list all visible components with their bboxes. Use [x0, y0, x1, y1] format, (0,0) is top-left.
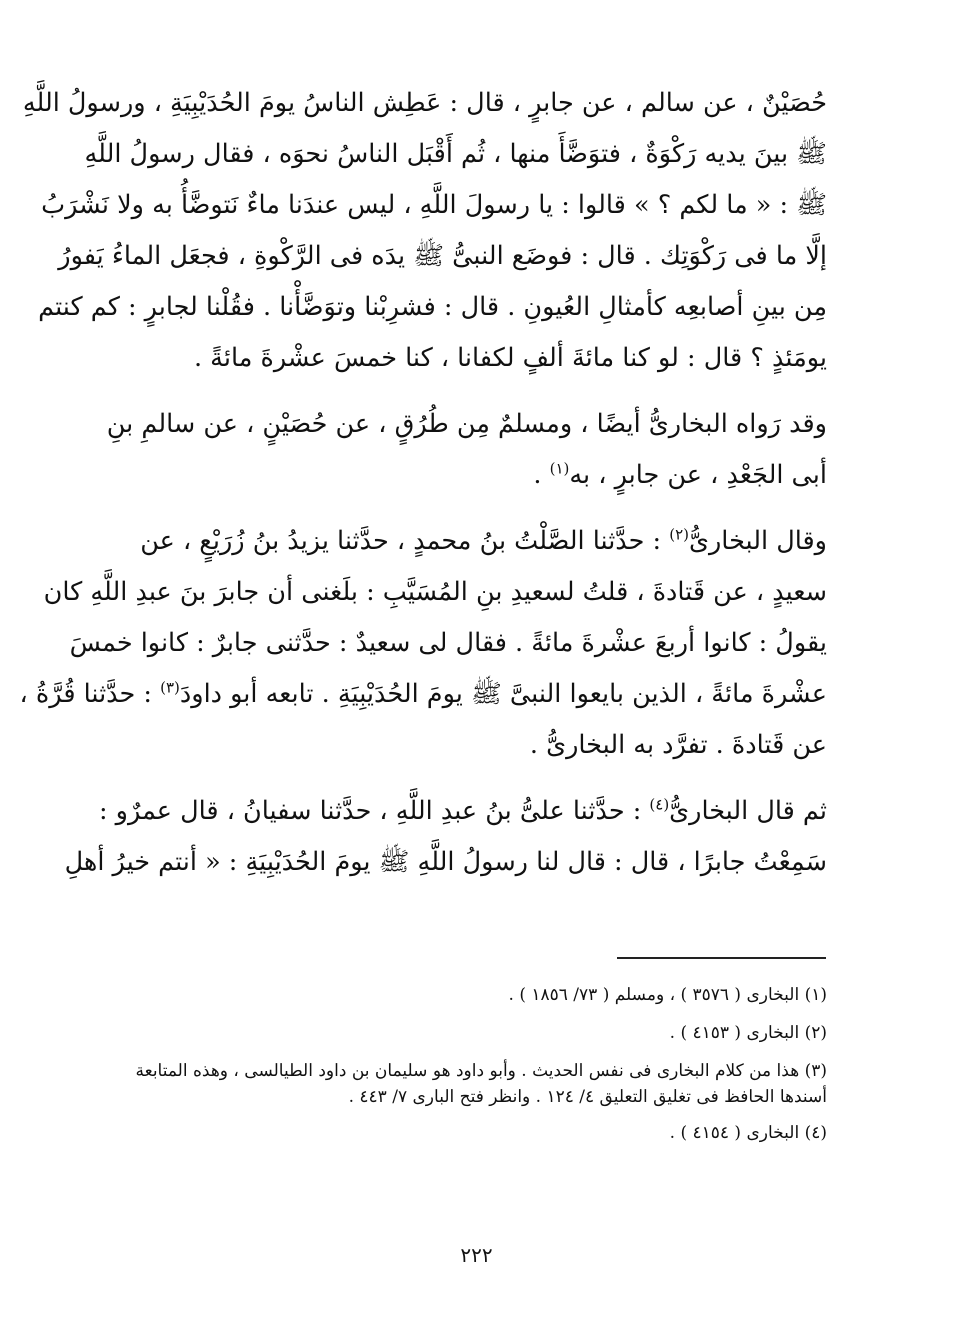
footnote-ref: (٢) [669, 525, 690, 544]
main-text [19, 78, 827, 903]
paragraph-1 [22, 78, 827, 384]
text-segment: عشْرةَ مائةً ، الذين بايعوا النبىَّ ﷺ يومَ الحُدَيْبِيَةِ . تابعه أبو داودَ [179, 679, 827, 709]
text-line [118, 450, 827, 501]
paragraph-4 [64, 786, 827, 888]
text-line [98, 786, 827, 837]
footnote-ref: (٣) [160, 678, 180, 697]
footnotes [118, 982, 827, 1158]
text-line: عن قَتادةَ . تفرَّد به البخارىُّ . [529, 730, 827, 760]
text-line: إلَّا ما فى رَكْوَتِك . قال : فوضَع النبىُّ ﷺ يدَه فى الرَّكْوةِ ، فجعَل الماءُ يَفورُ [58, 241, 827, 271]
text-segment: ثم قال البخارىُّ [669, 796, 827, 826]
text-segment: : حدَّثنا قُرَّةُ ، [19, 679, 161, 709]
text-line [118, 516, 827, 567]
text-line: يومَئذٍ ؟ قال : لو كنا مائةَ ألفٍ لكفانا ، كنا خمسَ عشْرةَ مائةً . [193, 343, 827, 373]
text-segment: : حدَّثنا علىُّ بنُ عبدِ اللَّهِ ، حدَّثنا سفيانُ ، قال عمرٌو : [98, 796, 650, 826]
footnote-ref: (١) [549, 459, 570, 478]
page-number: ٢٢٢ [460, 1243, 493, 1267]
footnote-3 [118, 1058, 827, 1110]
footnote-3-line-1: (٣) هذا من كلام البخارى فى نفس الحديث . وأبو داود هو سليمان بن داود الطيالسى ، وهذه المتابعة [135, 1061, 827, 1081]
footnote-1: (١) البخارى ( ٣٥٧٦ ) ، ومسلم ( ٧٣/ ١٨٥٦ ) . [508, 985, 827, 1005]
paragraph-2 [106, 399, 827, 501]
text-line: سعيدٍ ، عن قَتادةَ ، قلتُ لسعيدِ بنِ المُسَيَّبِ : بلَغنى أن جابرَ بنَ عبدِ اللَّهِ كان [43, 577, 827, 607]
footnote-4: (٤) البخارى ( ٤١٥٤ ) . [669, 1123, 827, 1143]
text-line: يقولُ : كانوا أربعَ عشْرةَ مائةً . فقال لى سعيدٌ : حدَّثنى جابرٌ : كانوا خمسَ [69, 628, 827, 658]
paragraph-3 [19, 516, 827, 771]
text-line [19, 669, 827, 720]
text-segment: : حدَّثنا الصَّلْتُ بنُ محمدٍ ، حدَّثنا يزيدُ بنُ زُرَيْعٍ ، عن [140, 526, 670, 556]
text-segment: . [533, 460, 550, 490]
text-line: مِن بينِ أصابعِه كأمثالِ العُيونِ . قال : فشرِبْنا وتوَضَّأْنا . فقُلْنا لجابرٍ : كم كنتم [38, 292, 827, 322]
text-line: ﷺ بينَ يديه رَكْوَةٌ ، فتوَضَّأَ منها ، ثُم أَقْبَل الناسُ نحوَه ، فقال رسولُ اللَّهِ [84, 139, 827, 169]
text-segment: وقال البخارىُّ [689, 526, 827, 556]
text-line: ﷺ : « ما لكم ؟ » قالوا : يا رسولَ اللَّهِ ، ليس عندَنا ماءٌ نَتوضَّأُ به ولا نَشْرَبُ [41, 190, 827, 220]
text-line: سَمِعْتُ جابرًا ، قال : قال لنا رسولُ اللَّهِ ﷺ يومَ الحُدَيْبِيَةِ : « أنتم خيرُ أهلِ [64, 847, 827, 877]
footnote-2: (٢) البخارى ( ٤١٥٣ ) . [669, 1023, 827, 1043]
footnote-ref: (٤) [649, 795, 670, 814]
text-line: وقد رَواه البخارىُّ أيضًا ، ومسلمٌ مِن طُرُقٍ ، عن حُصَيْنٍ ، عن سالمِ بنِ [106, 409, 827, 439]
footnote-3-line-2: أسندها الحافظ فى تغليق التعليق ٤/ ١٢٤ . وانظر فتح البارى ٧/ ٤٤٣ . [348, 1087, 827, 1107]
text-line: حُصَيْنٌ ، عن سالم ، عن جابرٍ ، قال : عَطِش الناسُ يومَ الحُدَيْبِيَةِ ، ورسولُ اللَّهِ [22, 88, 827, 118]
footnote-divider [617, 957, 826, 959]
text-segment: أبى الجَعْدِ ، عن جابرٍ ، به [569, 460, 827, 490]
